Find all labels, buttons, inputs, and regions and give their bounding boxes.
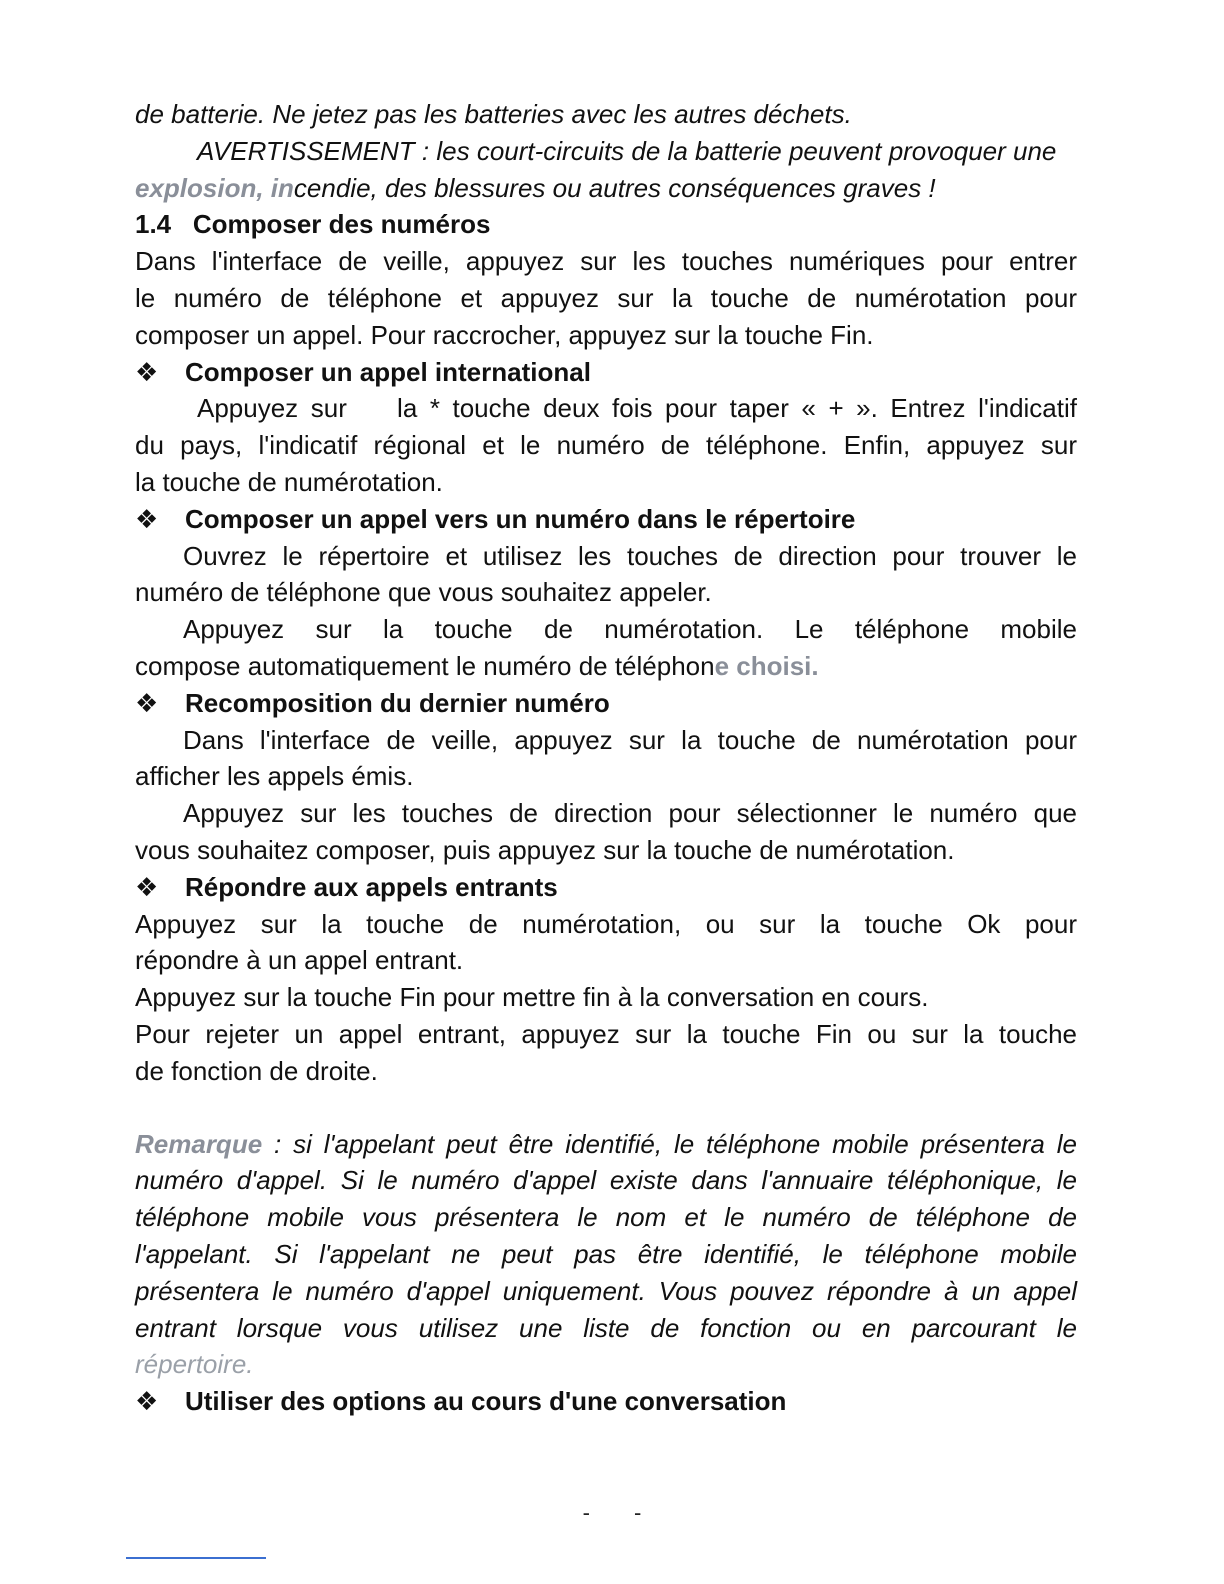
bullet-icon: ❖ [135,503,159,534]
bullet-icon: ❖ [135,356,159,387]
answer-line-2: répondre à un appel entrant. [135,945,464,976]
intro-line-1: Dans l'interface de veille, appuyez sur les touches numériques pour entrer [135,246,1077,277]
note-label: Remarque [135,1128,263,1159]
options-heading [135,1383,1077,1420]
section-heading: 1.4 Composer des numéros [135,209,491,240]
footer-rule [126,1557,266,1559]
redial-heading [135,685,1077,722]
international-heading [135,354,1077,391]
international-line-3: la touche de numérotation. [135,466,443,497]
note-line-6: entrant lorsque vous utilisez une liste de fonction ou en parcourant le [135,1312,1077,1343]
options-title: Utiliser des options au cours d'une conversation [185,1386,787,1417]
directory-heading [135,501,1077,538]
warning-rest: cendie, des blessures ou autres conséquences graves ! [293,172,936,203]
note-line-5: présentera le numéro d'appel uniquement. Vous pouvez répondre à un appel [135,1275,1077,1306]
continuation-line: de batterie. Ne jetez pas les batteries avec les autres déchets. [135,99,852,129]
warning-line-1: AVERTISSEMENT : les court-circuits de la batterie peuvent provoquer une [197,135,1057,166]
directory-line-4 [135,648,1077,685]
answer-line-4: Pour rejeter un appel entrant, appuyez sur la touche Fin ou sur la touche [135,1018,1077,1049]
redial-title: Recomposition du dernier numéro [185,687,610,718]
answer-heading [135,869,1077,906]
warning-line-2 [135,170,1077,207]
bullet-icon: ❖ [135,687,159,718]
answer-line-5: de fonction de droite. [135,1055,378,1086]
redial-line-2: afficher les appels émis. [135,761,414,792]
note-line-1-rest: : si l'appelant peut être identifié, le téléphone mobile présentera le [262,1128,1077,1159]
bullet-icon: ❖ [135,871,159,902]
directory-line-2: numéro de téléphone que vous souhaitez appeler. [135,577,712,608]
footer-dash-right: - [634,1500,642,1525]
answer-line-3: Appuyez sur la touche Fin pour mettre fin à la conversation en cours. [135,982,929,1013]
answer-line-1: Appuyez sur la touche de numérotation, ou sur la touche Ok pour [135,908,1077,939]
bullet-icon: ❖ [135,1386,159,1417]
redial-line-4: vous souhaitez composer, puis appuyez sur la touche de numérotation. [135,834,955,865]
footer-dash-left: - [582,1500,590,1525]
directory-line-4-gray: e choisi. [714,650,819,681]
redial-line-3: Appuyez sur les touches de direction pour sélectionner le numéro que [183,798,1077,829]
intro-line-2: le numéro de téléphone et appuyez sur la touche de numérotation pour [135,282,1077,313]
spacer [135,1090,1077,1126]
warning-gray-fragment: explosion, in [135,172,294,203]
international-line-2: du pays, l'indicatif régional et le numéro de téléphone. Enfin, appuyez sur [135,430,1077,461]
directory-line-3: Appuyez sur la touche de numérotation. Le téléphone mobile [183,614,1077,645]
international-line-1: Appuyez sur la * touche deux fois pour taper « + ». Entrez l'indicatif [197,393,1077,424]
intro-line-3: composer un appel. Pour raccrocher, appuyez sur la touche Fin. [135,319,874,350]
note-line-3: téléphone mobile vous présentera le nom et le numéro de téléphone de [135,1202,1077,1233]
directory-title: Composer un appel vers un numéro dans le répertoire [185,503,856,534]
note-line-2: numéro d'appel. Si le numéro d'appel existe dans l'annuaire téléphonique, le [135,1165,1077,1196]
note-line-1 [135,1126,1077,1163]
international-title: Composer un appel international [185,356,591,387]
document-page [135,96,1077,1420]
redial-line-1: Dans l'interface de veille, appuyez sur la touche de numérotation pour [183,724,1077,755]
directory-line-1: Ouvrez le répertoire et utilisez les touches de direction pour trouver le [183,540,1077,571]
note-line-7: répertoire. [135,1349,254,1380]
note-line-4: l'appelant. Si l'appelant ne peut pas être identifié, le téléphone mobile [135,1238,1077,1269]
page-footer [0,1500,1224,1526]
directory-line-4-main: compose automatiquement le numéro de téléphon [135,650,715,681]
answer-title: Répondre aux appels entrants [185,871,558,902]
